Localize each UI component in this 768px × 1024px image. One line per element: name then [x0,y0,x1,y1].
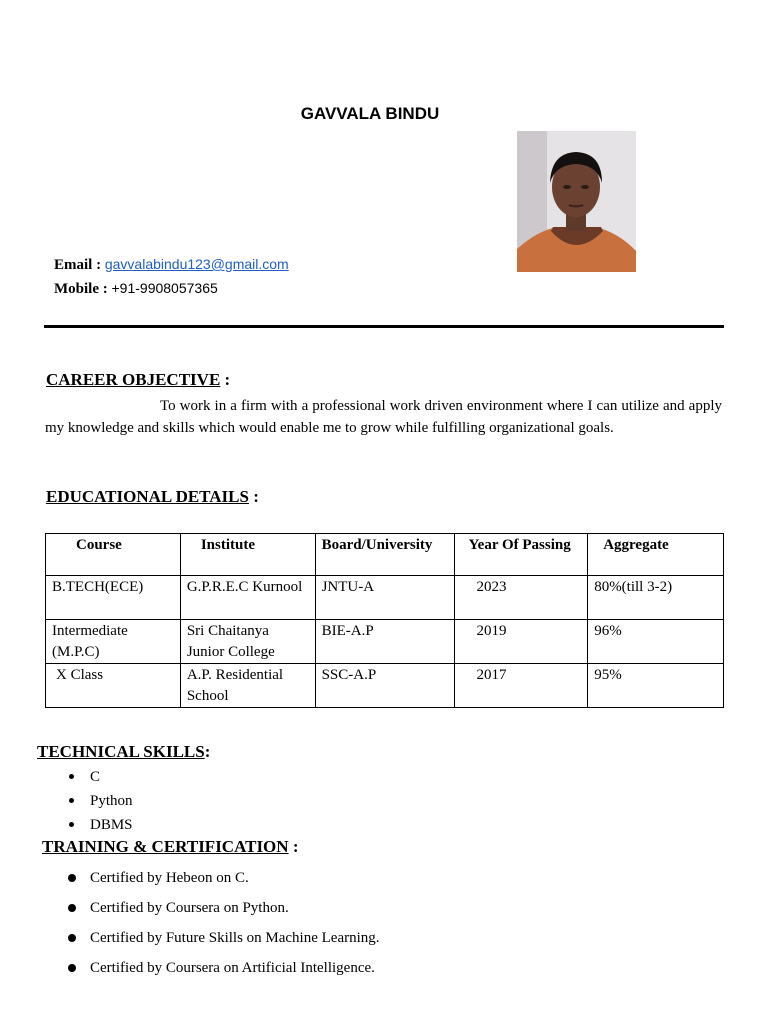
certifications-list [48,867,380,987]
training-title: TRAINING & CERTIFICATION [42,837,289,856]
cell-board: JNTU-A [315,576,454,620]
technical-skills-title: TECHNICAL SKILLS [37,742,205,761]
career-objective-heading [46,370,230,390]
table-row [46,620,724,664]
education-table [45,533,724,708]
cell-aggregate: 96% [588,620,724,664]
list-item: Certified by Coursera on Python. [48,897,380,927]
header-institute: Institute [180,534,315,576]
mobile-number: +91-9908057365 [111,280,218,296]
technical-skills-heading [37,742,210,762]
cell-course: B.TECH(ECE) [46,576,181,620]
header-board: Board/University [315,534,454,576]
profile-photo [517,131,636,272]
cell-course: X Class [46,664,181,708]
email-separator: : [92,257,105,273]
cell-institute: Sri Chaitanya Junior College [180,620,315,664]
header-aggregate: Aggregate [588,534,724,576]
list-item: Python [48,790,133,814]
education-suffix: : [248,487,259,506]
cell-year: 2023 [454,576,588,620]
cell-institute: G.P.R.E.C Kurnool [180,576,315,620]
list-item: DBMS [48,814,133,838]
header-divider [44,325,724,328]
cell-year: 2017 [454,664,588,708]
cell-board: SSC-A.P [315,664,454,708]
header-course: Course [46,534,181,576]
candidate-name: GAVVALA BINDU [300,104,440,123]
email-label: Email [54,257,93,273]
list-item: Certified by Hebeon on C. [48,867,380,897]
cell-course: Intermediate (M.P.C) [46,620,181,664]
cell-aggregate: 95% [588,664,724,708]
career-objective-suffix: : [220,370,231,389]
training-heading [42,837,298,857]
email-link[interactable]: gavvalabindu123@gmail.com [104,256,289,272]
list-item: Certified by Future Skills on Machine Learning. [48,927,380,957]
technical-skills-suffix: : [204,742,211,761]
table-header-row [46,534,724,576]
cell-year: 2019 [454,620,588,664]
career-objective-text: To work in a firm with a professional work driven environment where I can utilize and apply my knowledge and skills which would enable me to grow while fulfilling organizational goals. [45,398,722,436]
list-item: Certified by Coursera on Artificial Intelligence. [48,957,380,987]
mobile-line [54,280,218,298]
table-row [46,664,724,708]
header-year: Year Of Passing [454,534,588,576]
list-item: C [48,766,133,790]
email-line [54,256,289,274]
cell-board: BIE-A.P [315,620,454,664]
career-objective-title: CAREER OBJECTIVE [46,370,221,389]
training-suffix: : [288,837,299,856]
cell-aggregate: 80%(till 3-2) [588,576,724,620]
table-row [46,576,724,620]
education-heading [46,487,259,507]
education-title: EDUCATIONAL DETAILS [46,487,249,506]
cell-institute: A.P. Residential School [180,664,315,708]
mobile-label: Mobile : [54,281,108,297]
skills-list [48,766,133,838]
